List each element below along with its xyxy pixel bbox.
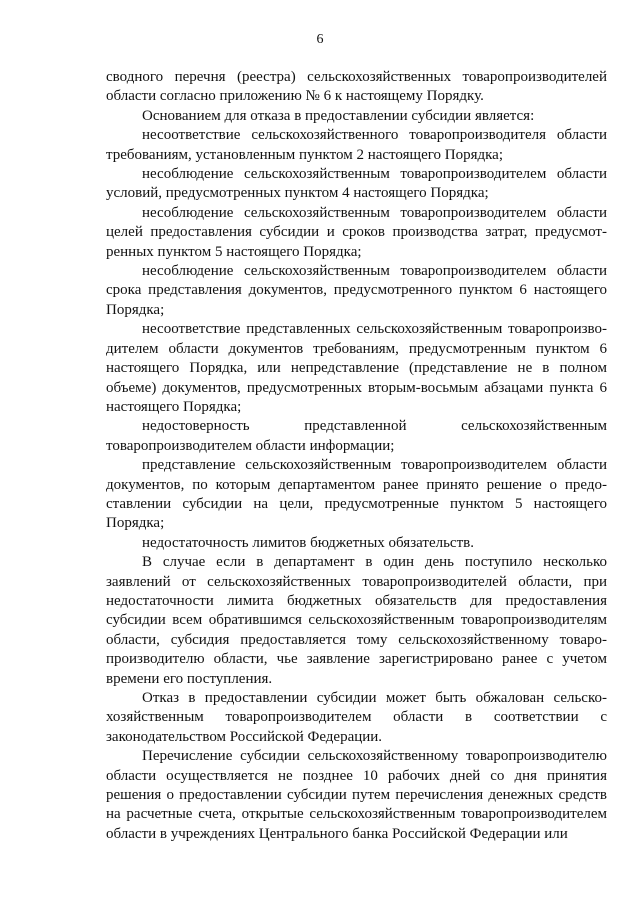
paragraph-refusal-ground: несоответствие сельскохозяйственного товаропроизводителя области требованиям, установленным пунктом 2 настоящего Порядка; [106, 127, 607, 163]
page-number: 6 [316, 32, 324, 47]
paragraph-refusal-ground: несоответствие представленных сельскохозяйственным товаропроизводителем области документов требованиям, предусмотренным пунктом 6 настоящего Порядка, или непредставление (представление не в полном объеме) документов, предусмотренных вторым-восьмым абзацами пункта 6 настоящего Порядка; [106, 321, 607, 415]
paragraph-refusal-ground: несоблюдение сельскохозяйственным товаропроизводителем области целей предоставления субсидии и сроков производства затрат, предусмотренных пунктом 5 настоящего Порядка; [106, 204, 607, 260]
document-body [106, 68, 607, 844]
paragraph-transfer-of-subsidy: Перечисление субсидии сельскохозяйственному товаропроизводителю области осуществляется не позднее 10 рабочих дней со дня принятия решения о предоставлении субсидии путем перечисления денежных средств на расчетные счета, открытые сельскохозяйственным товаропроизводителем области в учреждениях Центрального банка Российской Федерации или [106, 748, 607, 842]
paragraph-same-day-applications: В случае если в департамент в один день поступило несколько заявлений от сельскохозяйственных товаропроизводителей области, при недостаточности лимита бюджетных обязательств для предоставления субсидии всем обратившимся сельскохозяйственным товаропроизводителям области, субсидия предоставляется тому сельскохозяйственному товаропроизводителю области, чье заявление зарегистрировано ранее с учетом времени его поступления. [106, 554, 607, 687]
paragraph-appeal: Отказ в предоставлении субсидии может быть обжалован сельскохозяйственным товаропроизводителем области в соответствии с законодательством Российской Федерации. [106, 690, 607, 745]
paragraph-continuation: сводного перечня (реестра) сельскохозяйственных товаропроизводителей области согласно приложению № 6 к настоящему Порядку. [106, 69, 607, 105]
paragraph-refusal-grounds-intro: Основанием для отказа в предоставлении субсидии является: [142, 107, 535, 124]
paragraph-refusal-ground: недостоверность представленной сельскохозяйственным товаропроизводителем области информации; [106, 418, 607, 454]
paragraph-refusal-ground: недостаточность лимитов бюджетных обязательств. [142, 534, 474, 551]
paragraph-refusal-ground: несоблюдение сельскохозяйственным товаропроизводителем области условий, предусмотренных пунктом 4 настоящего Порядка; [106, 166, 607, 202]
paragraph-refusal-ground: несоблюдение сельскохозяйственным товаропроизводителем области срока представления документов, предусмотренного пунктом 6 настоящего Порядка; [106, 263, 607, 318]
paragraph-refusal-ground: представление сельскохозяйственным товаропроизводителем области документов, по которым департаментом ранее принято решение о предоставлении субсидии на цели, предусмотренные пунктом 5 настоящего Порядка; [106, 457, 607, 532]
